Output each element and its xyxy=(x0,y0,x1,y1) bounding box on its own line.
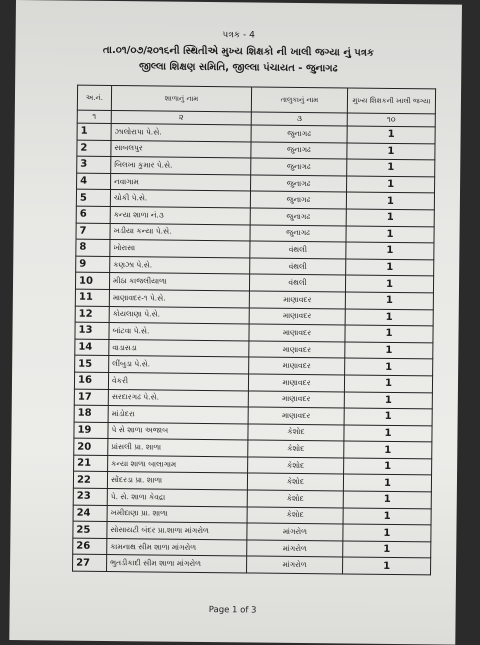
vacancy-cell: 1 xyxy=(346,242,434,260)
serial-cell: 18 xyxy=(74,405,108,422)
taluka-cell: કેશોદ xyxy=(248,457,344,475)
vacancy-cell: 1 xyxy=(344,458,432,476)
taluka-cell: જુનાગઢ xyxy=(250,191,346,209)
serial-cell: 15 xyxy=(75,355,109,372)
school-name-cell: નવાગામ xyxy=(111,173,251,191)
vacancy-cell: 1 xyxy=(344,391,432,409)
serial-cell: 8 xyxy=(76,239,110,256)
serial-cell: 22 xyxy=(73,472,107,489)
vacancy-cell: 1 xyxy=(347,126,435,144)
school-name-cell: સોસાયટી બંદર પ્રા.શાળા માંગરોળ xyxy=(107,522,247,540)
taluka-cell: વંથલી xyxy=(250,241,346,259)
school-name-cell: ખમીદાણા પ્રા. શાળા xyxy=(107,505,247,523)
serial-cell: 10 xyxy=(75,272,109,289)
school-name-cell: ચોકી પે.સે. xyxy=(110,190,250,208)
taluka-cell: વંથલી xyxy=(249,274,345,292)
document-title: તા.૦૧/૦૭/૨૦૧૬ની સ્થિતીએ મુખ્ય શિક્ષકો ની ખાલી જગ્યા નું પત્રક xyxy=(102,44,375,59)
taluka-cell: માણાવદર xyxy=(248,374,344,392)
vacancy-cell: 1 xyxy=(346,259,434,277)
taluka-cell: માણાવદર xyxy=(249,357,345,375)
vacancy-cell: 1 xyxy=(345,308,433,326)
serial-cell: 11 xyxy=(75,289,109,306)
school-name-cell: કન્યા શાળા નં.૩ xyxy=(110,206,250,224)
document-page xyxy=(9,0,462,645)
index-cell: ૩ xyxy=(251,112,347,126)
school-name-cell: ખોરાસા xyxy=(110,240,250,258)
vacancy-cell: 1 xyxy=(347,159,435,177)
taluka-cell: જુનાગઢ xyxy=(250,225,346,243)
serial-cell: 1 xyxy=(77,123,111,140)
serial-cell: 2 xyxy=(77,140,111,157)
school-name-cell: લીંબુડા પે.સે. xyxy=(109,356,249,374)
serial-cell: 7 xyxy=(76,223,110,240)
serial-cell: 6 xyxy=(76,206,110,223)
serial-cell: 4 xyxy=(77,173,111,190)
vacancy-cell: 1 xyxy=(343,474,431,492)
vacancy-cell: 1 xyxy=(346,192,434,210)
header-serial: અ.નં. xyxy=(77,85,111,110)
table-header-row xyxy=(77,85,435,114)
school-name-cell: પે. સે. શાળા કેવદ્રા xyxy=(107,489,247,507)
taluka-cell: માંગરોળ xyxy=(247,523,343,541)
serial-cell: 5 xyxy=(76,190,110,207)
school-name-cell: વેકરી xyxy=(108,372,248,390)
vacancy-cell: 1 xyxy=(344,408,432,426)
school-name-cell: સરદારગઢ પે.સે. xyxy=(108,389,248,407)
page-footer: Page 1 of 3 xyxy=(208,605,257,616)
vacancy-cell: 1 xyxy=(347,176,435,194)
school-name-cell: પ્રાંસલી પ્રા. શાળા xyxy=(108,439,248,457)
serial-cell: 16 xyxy=(74,372,108,389)
school-name-cell: બાંટવા પે.સે. xyxy=(109,323,249,341)
school-name-cell: ભુતડીકાદી સીમ શાળા માંગરોળ xyxy=(107,555,247,573)
serial-cell: 20 xyxy=(74,438,108,455)
taluka-cell: જુનાગઢ xyxy=(251,142,347,160)
vacancy-cell: 1 xyxy=(343,491,431,509)
serial-cell: 13 xyxy=(75,322,109,339)
vacancy-table xyxy=(72,85,436,576)
taluka-cell: માણાવદર xyxy=(249,307,345,325)
serial-cell: 21 xyxy=(74,455,108,472)
taluka-cell: માણાવદર xyxy=(248,390,344,408)
vacancy-cell: 1 xyxy=(343,508,431,526)
taluka-cell: જુનાગઢ xyxy=(251,175,347,193)
vacancy-cell: 1 xyxy=(345,342,433,360)
taluka-cell: માણાવદર xyxy=(248,407,344,425)
school-name-cell: પે સે શાળા અજાબ xyxy=(108,422,248,440)
school-name-cell: વાડાસડા xyxy=(109,339,249,357)
serial-cell: 24 xyxy=(73,505,107,522)
serial-cell: 25 xyxy=(73,521,107,538)
school-name-cell: ખડીયા કન્યા પે.સે. xyxy=(110,223,250,241)
school-name-cell: કામનાથ સીમ શાળા માંગરોળ xyxy=(107,538,247,556)
school-name-cell: સોંદરડા પ્રા. શાળા xyxy=(107,472,247,490)
taluka-cell: કેશોદ xyxy=(247,473,343,491)
serial-cell: 12 xyxy=(75,306,109,323)
serial-cell: 27 xyxy=(73,555,107,572)
taluka-cell: માંગરોળ xyxy=(247,540,343,558)
school-name-cell: સાબલપુર xyxy=(111,140,251,158)
index-cell: ૧૦ xyxy=(347,113,435,127)
school-name-cell: મીઠા કાજલીયાળા xyxy=(109,273,249,291)
taluka-cell: જુનાગઢ xyxy=(251,125,347,143)
school-name-cell: કોયલાણા પે.સે. xyxy=(109,306,249,324)
taluka-cell: માંગરોળ xyxy=(247,556,343,574)
taluka-cell: કેશોદ xyxy=(248,440,344,458)
taluka-cell: માણાવદર xyxy=(249,341,345,359)
taluka-cell: જુનાગઢ xyxy=(250,208,346,226)
serial-cell: 17 xyxy=(74,389,108,406)
vacancy-cell: 1 xyxy=(344,425,432,443)
header-taluka-name: તાલુકાનું નામ xyxy=(251,87,347,113)
header-school-name: શાળાનું નામ xyxy=(111,86,251,112)
vacancy-cell: 1 xyxy=(345,275,433,293)
taluka-cell: માણાવદર xyxy=(249,324,345,342)
vacancy-cell: 1 xyxy=(343,557,431,575)
vacancy-cell: 1 xyxy=(344,441,432,459)
taluka-cell: વંથલી xyxy=(250,258,346,276)
taluka-cell: કેશોદ xyxy=(248,424,344,442)
taluka-cell: માણાવદર xyxy=(249,291,345,309)
serial-cell: 23 xyxy=(73,488,107,505)
serial-cell: 9 xyxy=(76,256,110,273)
taluka-cell: કેશોદ xyxy=(247,507,343,525)
serial-cell: 3 xyxy=(77,156,111,173)
taluka-cell: કેશોદ xyxy=(247,490,343,508)
header-vacancy: મુખ્ય શિક્ષકની ખાલી જગ્યા xyxy=(347,88,435,114)
school-name-cell: કન્યા શાળા બાલાગામ xyxy=(108,455,248,473)
serial-cell: 14 xyxy=(75,339,109,356)
school-name-cell: બિલખા કુમાર પે.સે. xyxy=(111,157,251,175)
form-number: પત્રક - 4 xyxy=(222,30,255,41)
vacancy-cell: 1 xyxy=(345,358,433,376)
school-name-cell: કણઝા પે.સે. xyxy=(110,256,250,274)
table-row xyxy=(73,555,431,575)
vacancy-cell: 1 xyxy=(345,325,433,343)
vacancy-cell: 1 xyxy=(347,143,435,161)
school-name-cell: માંડોદરા xyxy=(108,406,248,424)
vacancy-cell: 1 xyxy=(343,524,431,542)
vacancy-cell: 1 xyxy=(344,375,432,393)
vacancy-cell: 1 xyxy=(343,541,431,559)
serial-cell: 19 xyxy=(74,422,108,439)
taluka-cell: જુનાગઢ xyxy=(251,158,347,176)
vacancy-cell: 1 xyxy=(346,209,434,227)
index-cell: ૧ xyxy=(77,110,111,123)
serial-cell: 26 xyxy=(73,538,107,555)
index-cell: ૨ xyxy=(111,111,251,125)
school-name-cell: ઝાલોરાપા પે.સે. xyxy=(111,124,251,142)
document-subtitle: જીલ્લા શિક્ષણ સમિતિ, જીલ્લા પંચાયત - જુનાગઢ xyxy=(138,61,338,75)
school-name-cell: માણાવદર-૧ પે.સે. xyxy=(109,289,249,307)
vacancy-cell: 1 xyxy=(345,292,433,310)
vacancy-cell: 1 xyxy=(346,226,434,244)
